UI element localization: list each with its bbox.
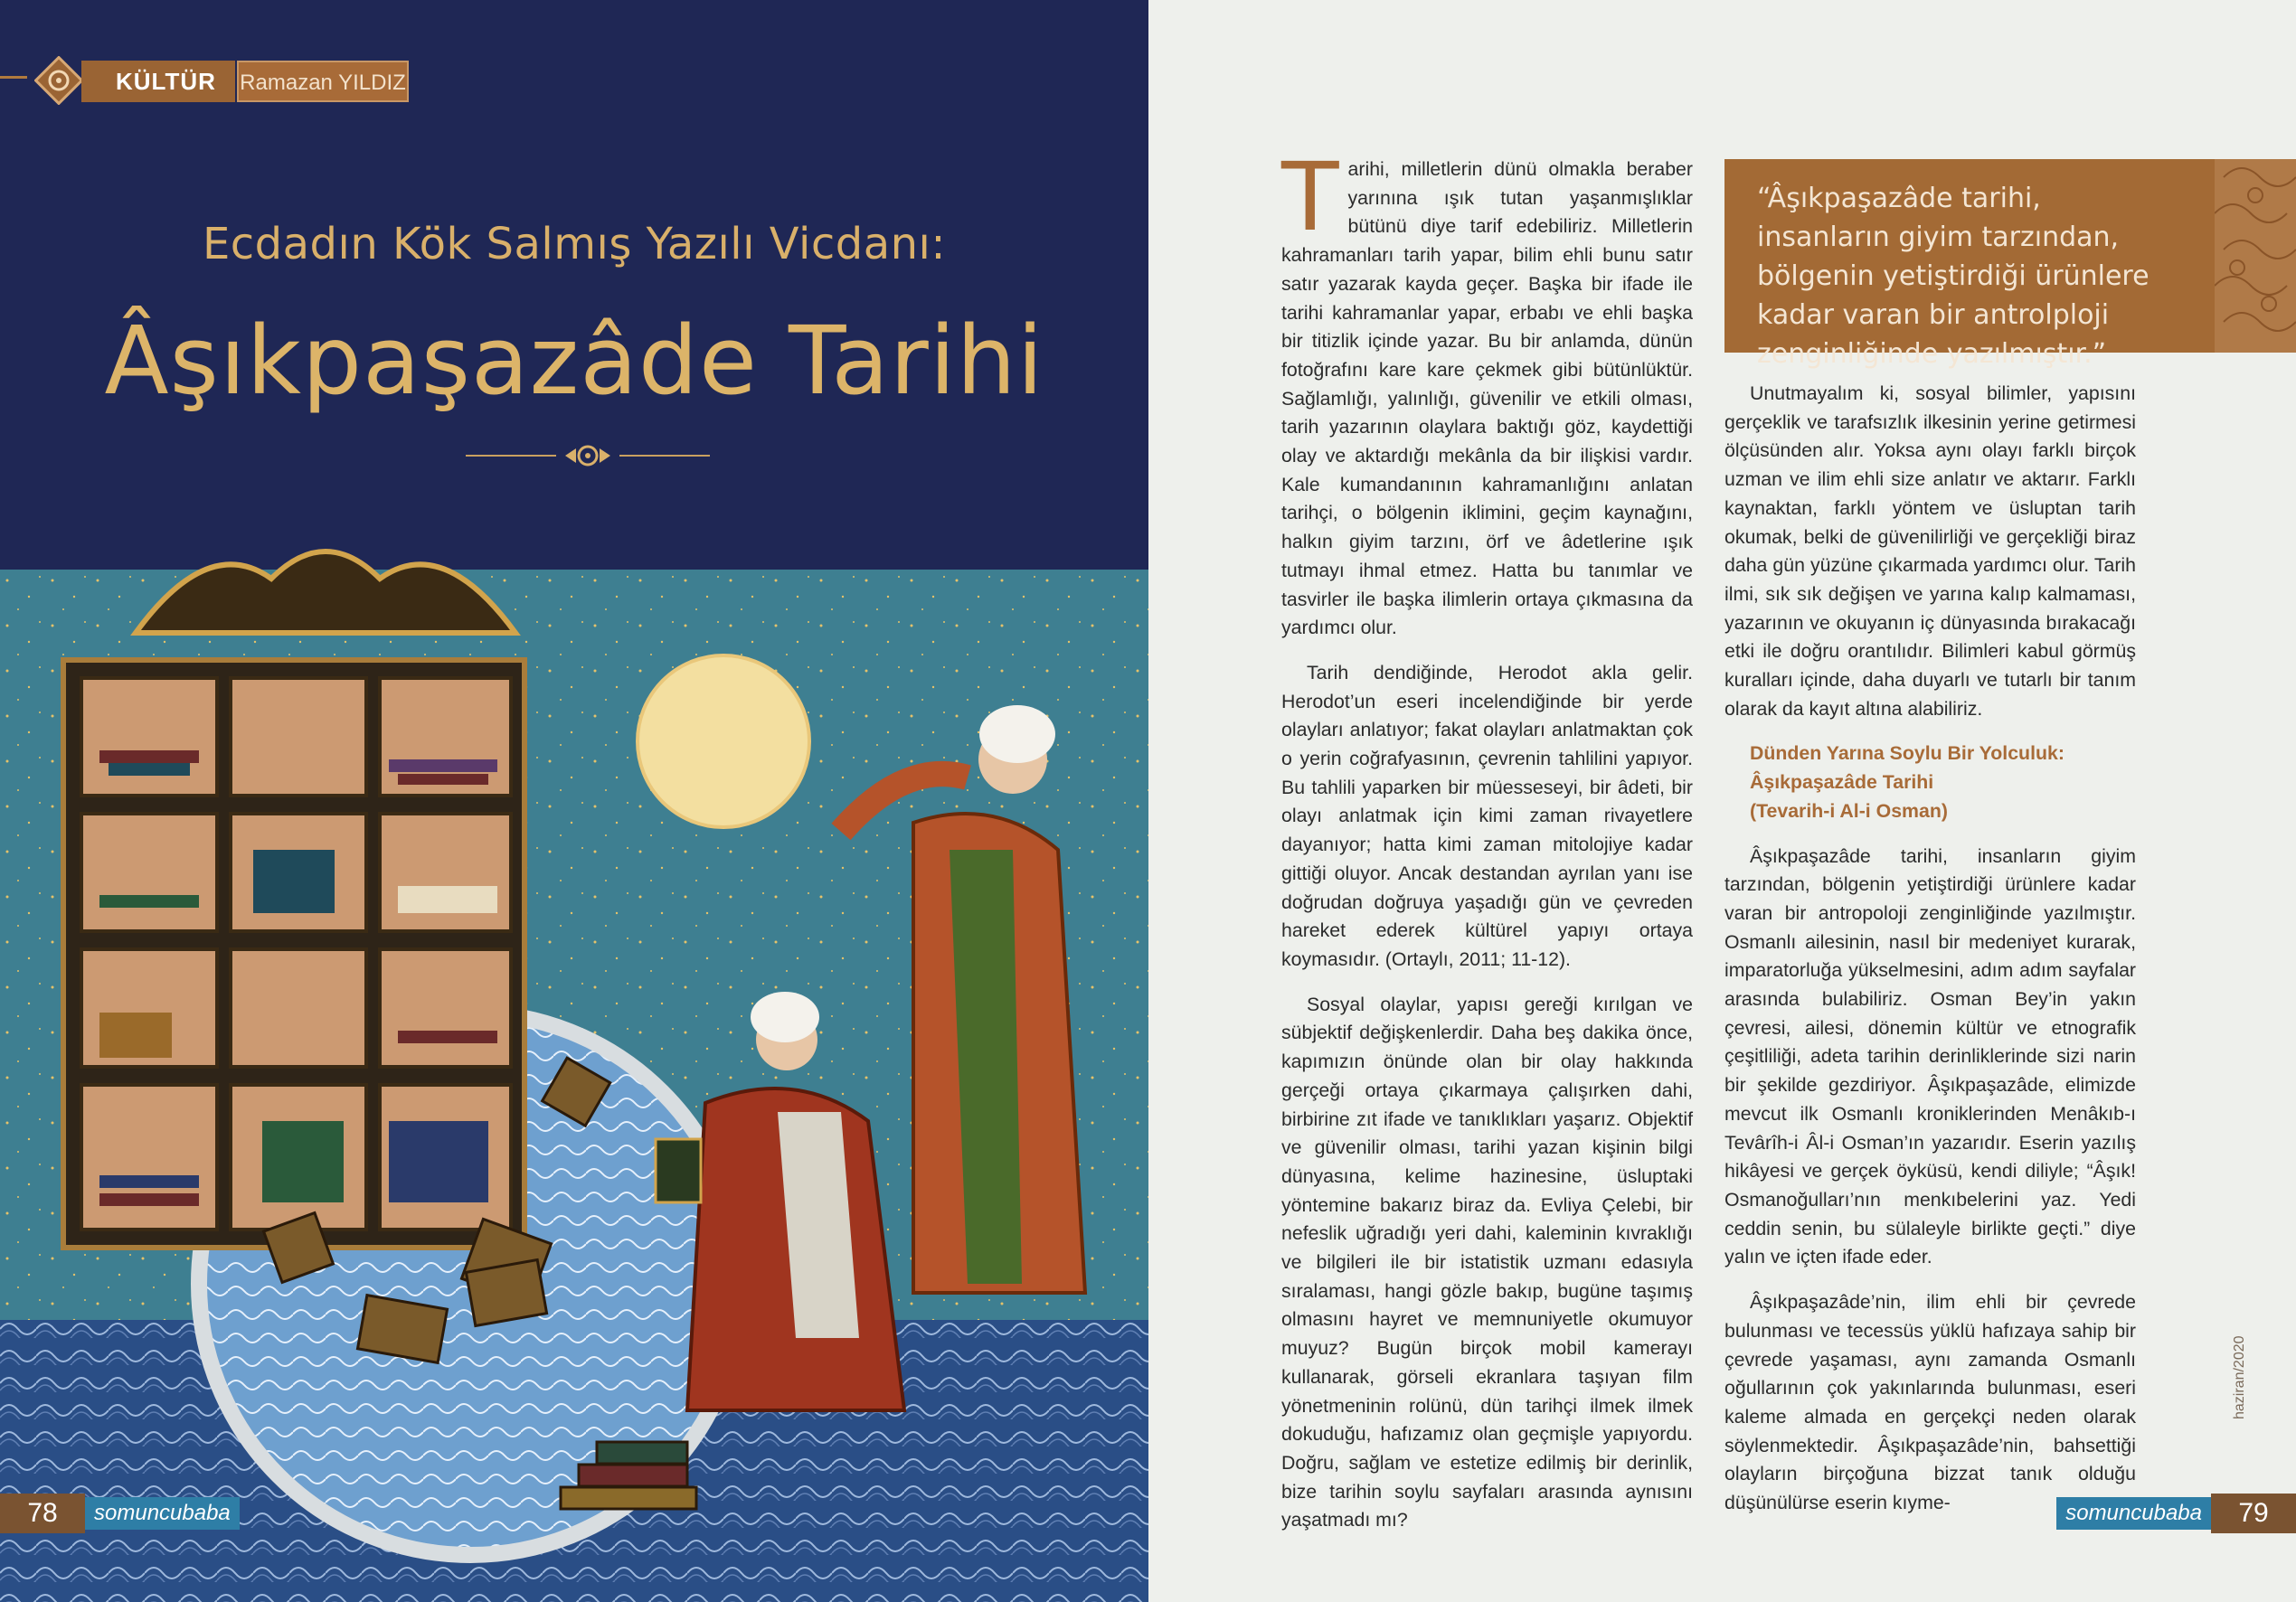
paragraph: Unutmayalım ki, sosyal bilimler, yapısını gerçeklik ve tarafsızlık ilkesinin yerine getirmesi ölçüsünden alır. Yoksa aynı olayı farklı birçok uzman ve ilim ehli size anlatır ve aktarır. Farklı kaynaktan, farklı yöntem ve üsluptan tarih okumak, belki de güvenilirliği ve gerçekliği biraz daha gün yüzüne çıkarmada yardımcı olur. Tarih ilmi, sık sık değişen ve yarına kalıp kalmaması, yazarının ve okuyanın iç dünyasında bırakacağı etki ile doğru orantılıdır. Bilimleri kabul görmüş kuralları içinde, daha duyarlı ve tutarlı bir tanım olarak da kayıt altına alabiliriz. bbox=[1724, 382, 2136, 720]
paragraph-text: arihi, milletlerin dünü olmakla beraber yarınına ışık tutan yaşanmışlıklar bütünü diye tarif edebiliriz. Milletlerin kahramanları tarih yapar, bilim ehli bunu satır satır yazarak kayda geçer. Başka bir ifade ile tarihi kahramanlar yapar, erbabı ve ehli başka bir titizlik içinde yazar. Bu bir anlamda, dünün fotoğrafını kare kare çekmek gibi bütünlüktür. Sağlamlığı, yalınlığı, güvenilir ve etkili olması, tarih yazarının olaylara baktığı göz, kaydettiği olay ve aktardığı mekânla da bir ilişkisi vardır. Kale kumandanının kahramanlığını anlatan tarihçi, o bölgenin iklimini, geçim kaynağını, halkın giyim tarzını, örf ve âdetlerine ışık tutmayı ihmal etmez. Hatta bu tanımlar ve tasvirler ile başka ilimlerin ortaya çıkmasına da yardımcı olur. bbox=[1281, 158, 1693, 639]
pull-quote: “Âşıkpaşazâde tarihi, insanların giyim tarzından, bölgenin yetiştirdiği ürünlere kadar varan bir antrolploji zenginliğinde yazılmıştır.” bbox=[1757, 183, 2150, 370]
article-title: Âşıkpaşazâde Tarihi bbox=[104, 306, 1044, 416]
text-column-2 bbox=[1724, 380, 2136, 1534]
paragraph: Tarih dendiğinde, Herodot akla gelir. Herodot’un eseri incelendiğinde bir yerde olayları anlatıyor; fakat olayları anlatmaktan çok o yerin coğrafyasının, çevrenin tahlilini yapıyor. Bu tahlili yaparken bir müesseseyi, bir âdeti, bir olayı anlatmak için kimi zaman rivayetlere dayanıyor; hatta kimi zaman mitolojiye kadar gittiği oluyor. Ancak destandan ayrılan yanı ise doğrudan doğruya yaşadığı gün ve çevreden hareket ederek kültürel yapıyı ortaya koymasıdır. (Ortaylı, 2011; 11-12). bbox=[1281, 661, 1693, 970]
brand-right: somuncubaba bbox=[2056, 1497, 2211, 1530]
section-label: KÜLTÜR bbox=[81, 61, 235, 102]
paragraph bbox=[1281, 142, 1693, 643]
paragraph: Âşıkpaşazâde tarihi, insanların giyim tarzından, bölgenin yetiştirdiği ürünlere kadar varan bir antropoloji zenginliğinde yazılmıştır. Osmanlı ailesinin, nasıl bir medeniyet kurarak, imparatorluğa yükselmesini, adım adım sayfalar arasında bulabiliriz. Osman Bey’in yakın çevresi, ailesi, dönemin kültür ve etnografik çeşitliliği, adeta tarihin derinliklerinde sizi narin bir şekilde gezdiriyor. Âşıkpaşazâde, elimizde mevcut ilk Osmanlı kroniklerinden Menâkıb-ı Tevârîh-i Âl-i Osman’ın yazarıdır. Eserin yazılış hikâyesi ve gerçek öyküsü, kendi diliyle; “Âşık! Osmanoğulları’nın menkıbelerini yaz. Yedi ceddin senin, bu sülaleyle birlikte geçti.” diye yalın ve içten ifade eder. bbox=[1724, 844, 2136, 1268]
footer-right bbox=[2056, 1494, 2296, 1533]
ornament-diamond-icon bbox=[34, 56, 83, 105]
subheading bbox=[1750, 740, 2136, 825]
text-column-1 bbox=[1281, 142, 1693, 1551]
drop-cap: T bbox=[1281, 142, 1339, 252]
brand-left: somuncubaba bbox=[85, 1497, 240, 1530]
paragraph: Sosyal olaylar, yapısı gereği kırılgan ve sübjektif değişkenlerdir. Daha beş dakika önce, kapımızın önünde olan bir olay hakkında gerçeği ortaya çıkarmaya çalışırken dahi, birbirine zıt ifade ve tanıklıkları yaşarız. Objektif ve güvenilir olması, tarihi yazan kişinin bilgi dünyasına, kelime hazinesine, üsluptaki yöntemine bakarız biraz da. Evliya Çelebi, bir nefeslik uğradığı yeri dahi, kaleminin kıvraklığı ve bilgileri ile bir istatistik uzmanı edasıyla sıralaması, hangi gözle bakıp, bugüne taşımış olmasını hayret ve memnuniyetle okumuyor muyuz? Bugün birçok mobil kamerayı kullanarak, görseli ekranlara taşıyan film yönetmeninin rolünü, dün tarihçi ilmek ilmek dokuduğu, hafızamız olan geçmişle yapıyordu. Doğru, sağlam ve estetize edilmiş bir derinlik, bize tarihin soylu sayfaları arasında aynısını yaşatmadı mı? bbox=[1281, 993, 1693, 1531]
issue-date: haziran/2020 bbox=[2232, 1335, 2247, 1419]
subheading-line: Âşıkpaşazâde Tarihi bbox=[1750, 771, 1934, 794]
footer-left bbox=[0, 1494, 240, 1533]
header-rule bbox=[0, 76, 27, 79]
title-divider-ornament bbox=[466, 438, 710, 474]
page-number-left: 78 bbox=[0, 1494, 85, 1533]
miniature-painting bbox=[0, 524, 1148, 1602]
page-number-right: 79 bbox=[2211, 1494, 2296, 1533]
subheading-line: Dünden Yarına Soylu Bir Yolculuk: bbox=[1750, 742, 2065, 765]
subheading-line: (Tevarih-i Al-i Osman) bbox=[1750, 799, 1948, 822]
floral-pattern-icon bbox=[2215, 159, 2296, 353]
author-name: Ramazan YILDIZ bbox=[237, 61, 409, 102]
paragraph: Âşıkpaşazâde’nin, ilim ehli bir çevrede bulunması ve tecessüs yüklü hafızaya sahip bir çevrede yaşaması, aynı zamanda Osmanlı oğullarının çok yakınlarında bulunması, eseri kaleme almada en gerçekçi neden olarak söylenmektedir. Âşıkpaşazâde’nin, bahsettiği olayların birçoğuna bizzat tanık olduğu düşünülürse eserin kıyme- bbox=[1724, 1291, 2136, 1514]
article-subtitle: Ecdadın Kök Salmış Yazılı Vicdanı: bbox=[202, 219, 947, 269]
pull-quote-box bbox=[1724, 159, 2296, 370]
